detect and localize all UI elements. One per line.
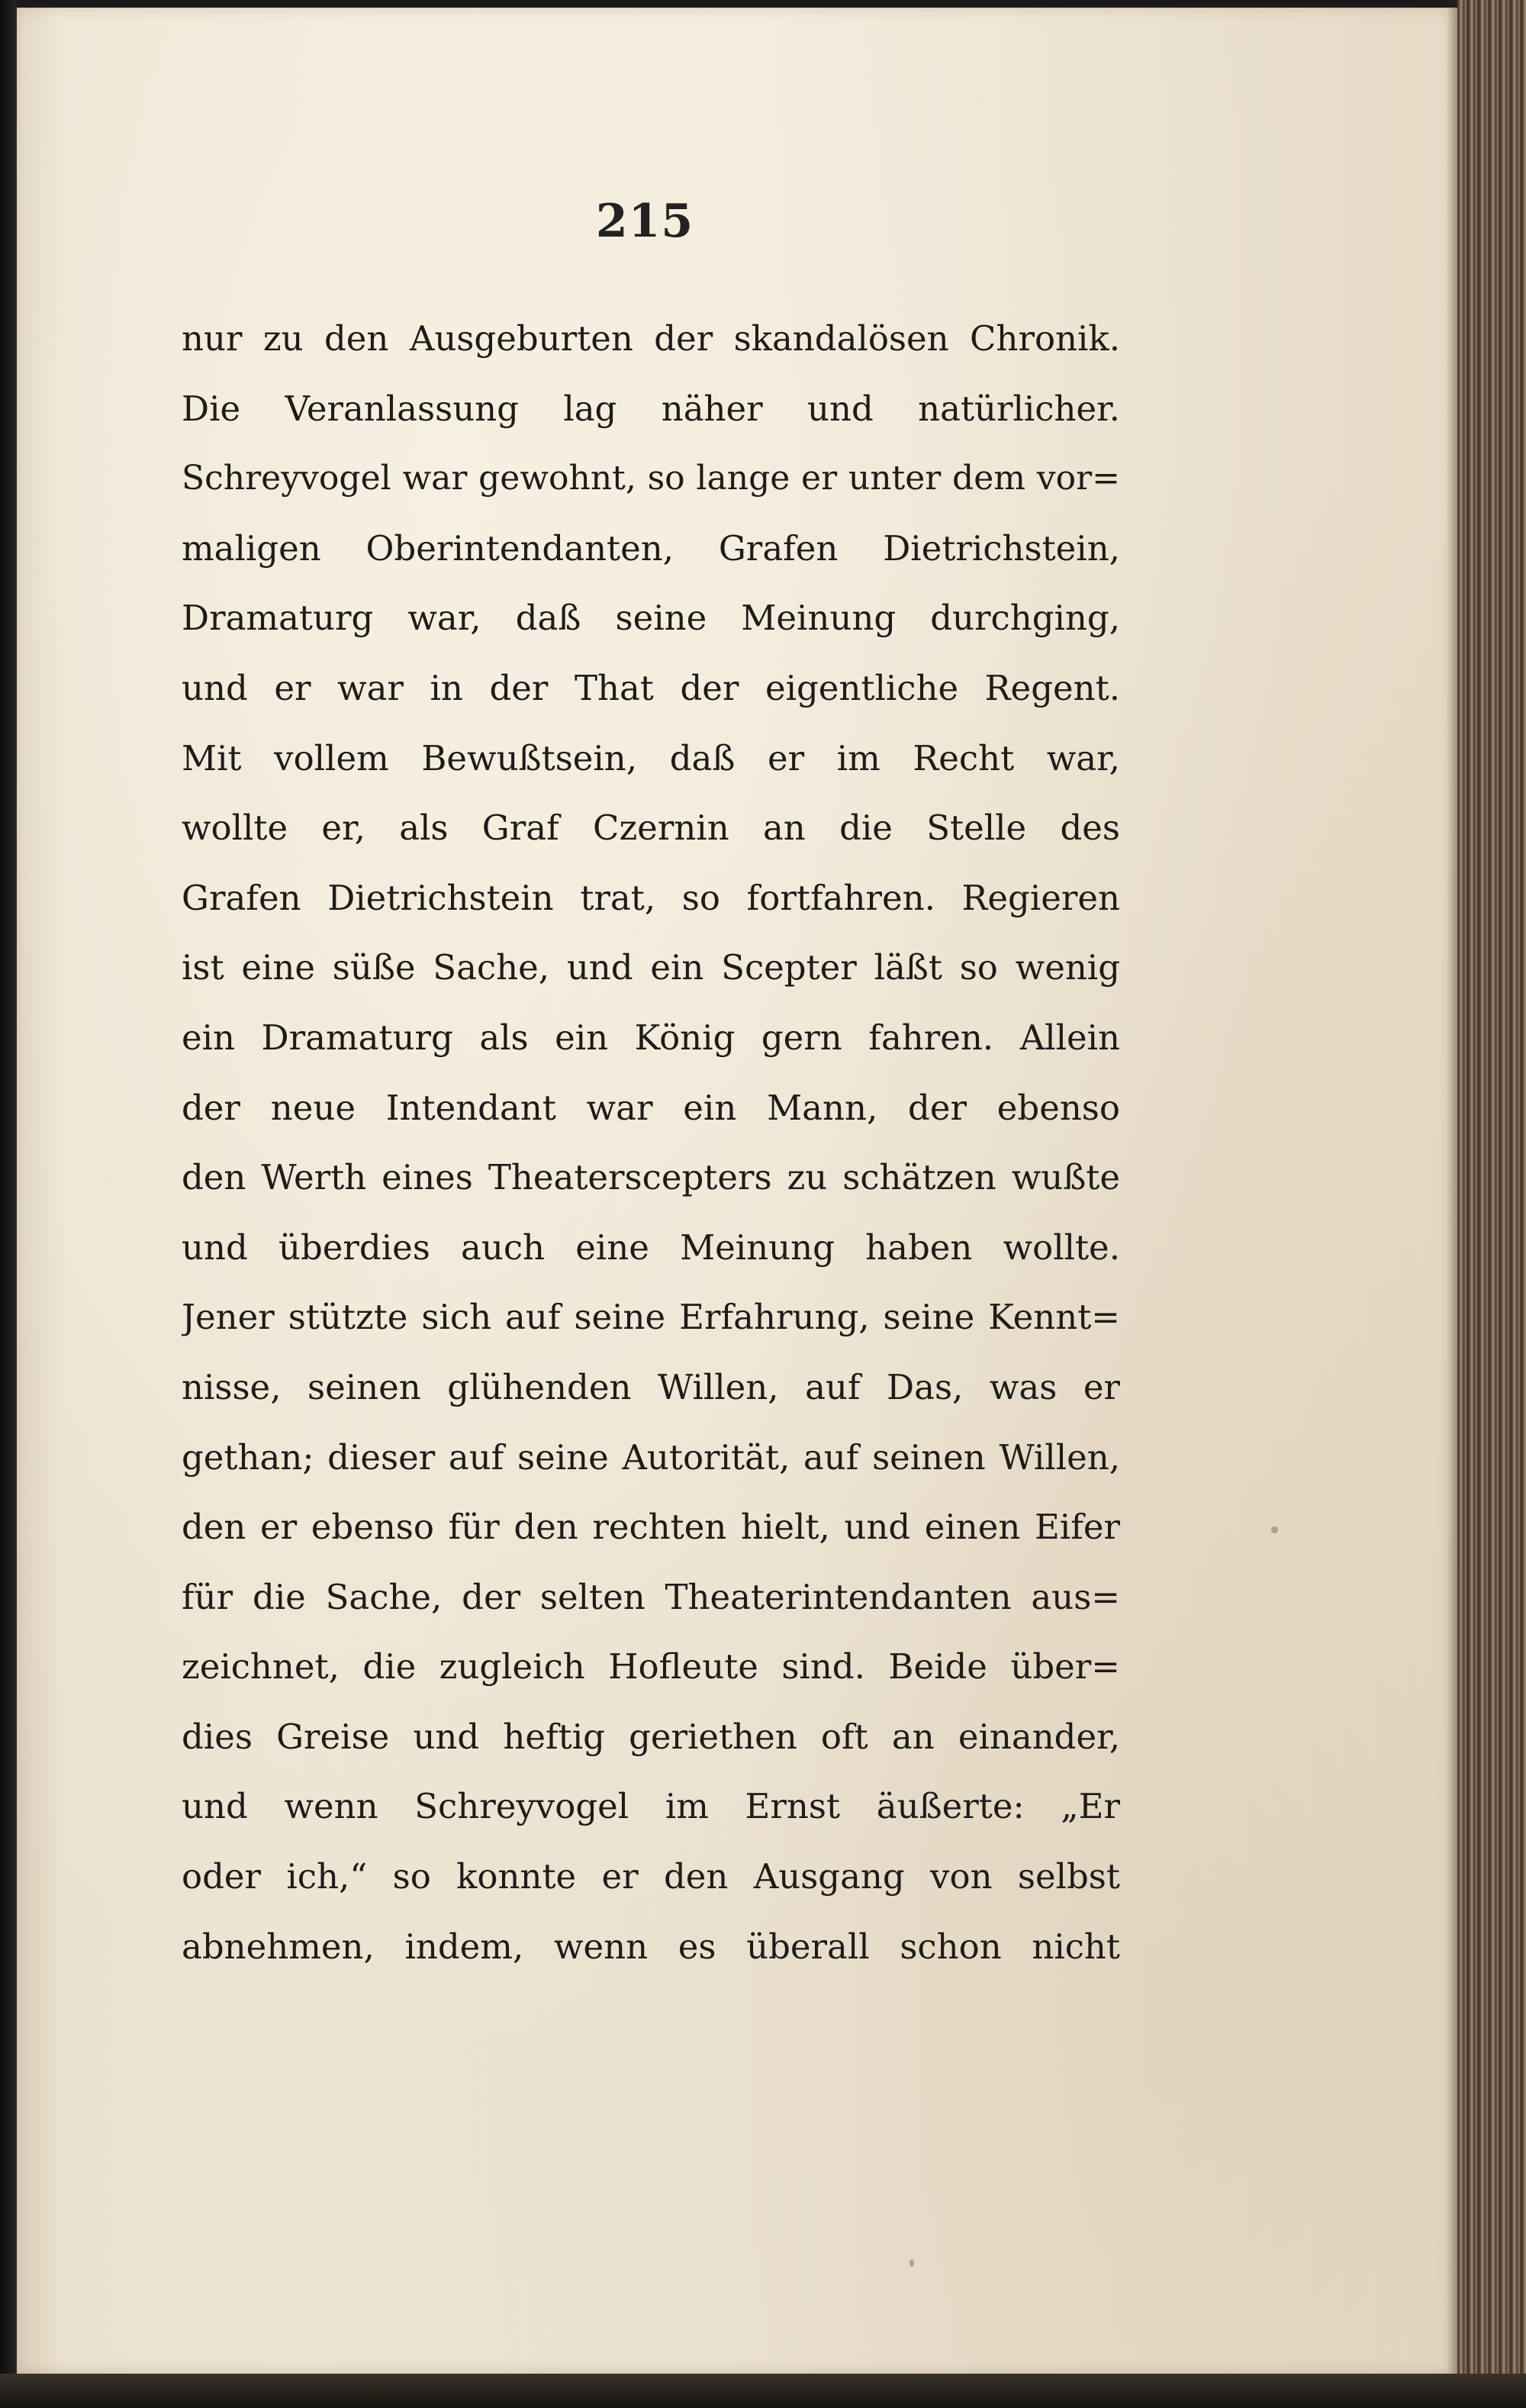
text-line: und er war in der That der eigentliche Regent. [182,667,1120,708]
text-line: nur zu den Ausgeburten der skandalösen Chronik. [182,318,1120,359]
left-binding-shadow [0,0,17,2408]
text-line: und überdies auch eine Meinung haben wollte. [182,1227,1120,1268]
text-line: zeichnet, die zugleich Hofleute sind. Beide über= [182,1646,1120,1688]
text-line: gethan; dieser auf seine Autorität, auf seinen Willen, [182,1436,1120,1478]
text-line: Dramaturg war, daß seine Meinung durchging, [182,598,1120,639]
text-line: maligen Oberintendanten, Grafen Dietrichstein, [182,527,1120,569]
text-line: und wenn Schreyvogel im Ernst äußerte: „Er [182,1786,1120,1827]
text-line: ein Dramaturg als ein König gern fahren. Allein [182,1017,1120,1058]
text-line: ist eine süße Sache, und ein Scepter läßt so wenig [182,947,1120,988]
text-line: Mit vollem Bewußtsein, daß er im Recht war, [182,737,1120,778]
text-line: für die Sache, der selten Theaterintendanten aus= [182,1576,1120,1617]
text-line: der neue Intendant war ein Mann, der ebenso [182,1087,1120,1128]
page-number: 215 [595,195,694,248]
text-line: Jener stützte sich auf seine Erfahrung, seine Kennt= [182,1297,1120,1338]
body-text [182,304,1120,1981]
text-line: dies Greise und heftig geriethen oft an einander, [182,1716,1120,1757]
text-line: oder ich,“ so konnte er den Ausgang von selbst [182,1856,1120,1897]
book-page-edges [1457,0,1526,2408]
text-line: abnehmen, indem, wenn es überall schon nicht [182,1926,1120,1967]
text-line: wollte er, als Graf Czernin an die Stelle des [182,808,1120,849]
text-line: Schreyvogel war gewohnt, so lange er unter dem vor= [182,459,1120,498]
paper-spot [1271,1526,1278,1533]
text-line: nisse, seinen glühenden Willen, auf Das, was er [182,1366,1120,1407]
text-line: Grafen Dietrichstein trat, so fortfahren. Regieren [182,877,1120,918]
text-line: den Werth eines Theaterscepters zu schätzen wußte [182,1157,1120,1198]
paper-spot [909,2259,914,2267]
bottom-book-edge [0,2374,1526,2408]
text-line: den er ebenso für den rechten hielt, und einen Eifer [182,1507,1120,1548]
text-line: Die Veranlassung lag näher und natürlicher. [182,388,1120,429]
